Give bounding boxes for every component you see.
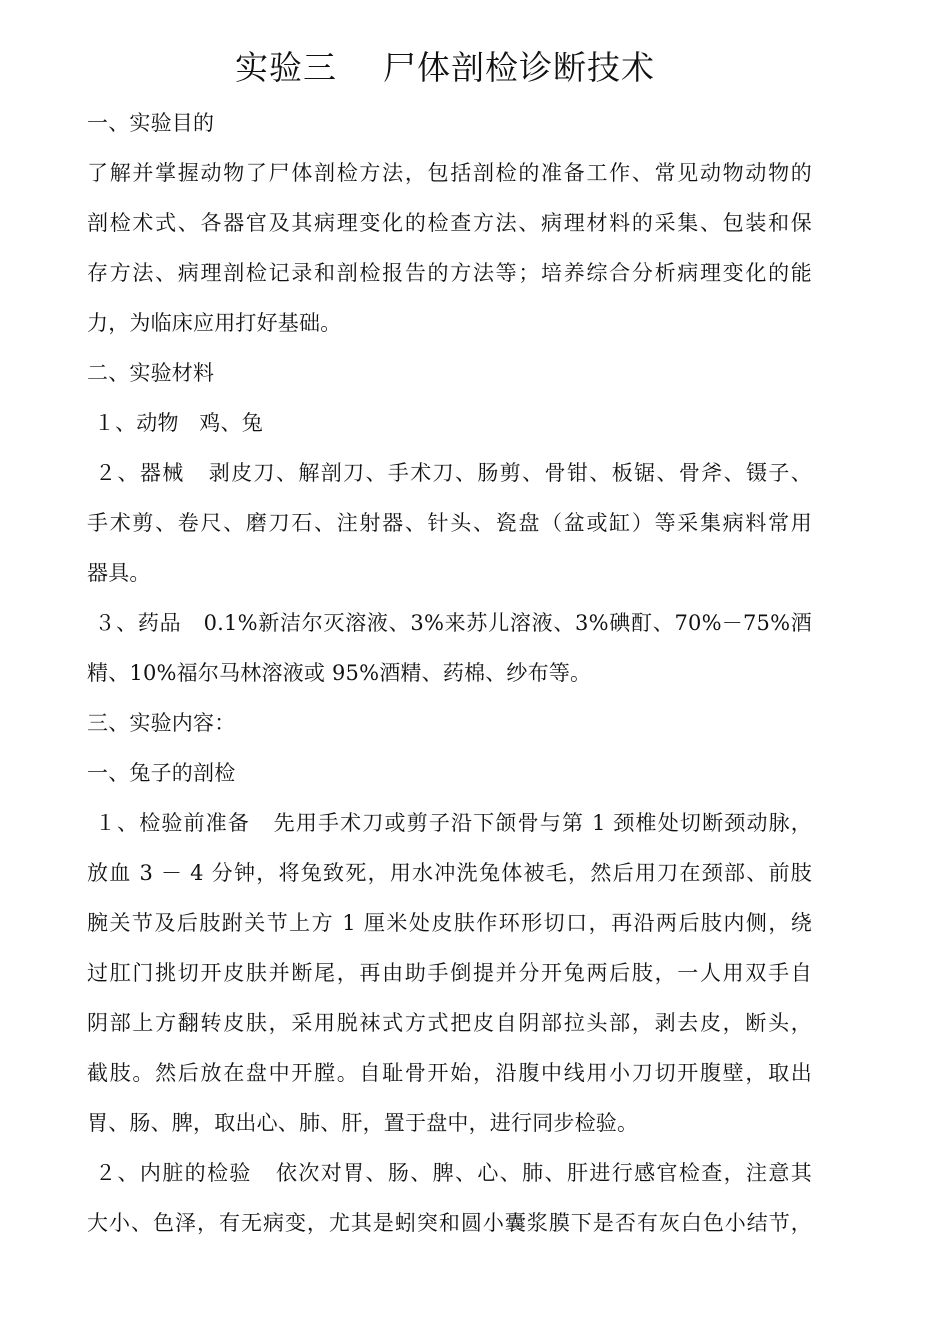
section-heading: 二、实验材料	[87, 361, 215, 385]
list-item: ２、器械 剥皮刀、解剖刀、手术刀、肠剪、骨钳、板锯、骨斧、镊子、	[87, 461, 812, 485]
paragraph-line: 了解并掌握动物了尸体剖检方法，包括剖检的准备工作、常见动物动物的	[87, 161, 812, 185]
paragraph-line: 力，为临床应用打好基础。	[87, 311, 342, 335]
list-item: １、检验前准备 先用手术刀或剪子沿下颌骨与第 1 颈椎处切断颈动脉，	[87, 811, 812, 835]
paragraph-line: 剖检术式、各器官及其病理变化的检查方法、病理材料的采集、包装和保	[87, 211, 812, 235]
paragraph-line: 过肛门挑切开皮肤并断尾，再由助手倒提并分开兔两后肢，一人用双手自	[87, 961, 812, 985]
paragraph-line: 截肢。然后放在盘中开膛。自耻骨开始，沿腹中线用小刀切开腹壁，取出	[87, 1061, 812, 1085]
paragraph-line: 存方法、病理剖检记录和剖检报告的方法等；培养综合分析病理变化的能	[87, 261, 812, 285]
paragraph-line: 器具。	[87, 561, 151, 585]
section-heading: 一、实验目的	[87, 111, 215, 135]
paragraph-line: 阴部上方翻转皮肤，采用脱袜式方式把皮自阴部拉头部，剥去皮，断头，	[87, 1011, 812, 1035]
list-item: ３、药品 0.1%新洁尔灭溶液、3%来苏儿溶液、3%碘酊、70%－75%酒	[87, 611, 812, 635]
list-item: ２、内脏的检验 依次对胃、肠、脾、心、肺、肝进行感官检查，注意其	[87, 1161, 812, 1185]
paragraph-line: 精、10%福尔马林溶液或 95%酒精、药棉、纱布等。	[87, 661, 592, 685]
subsection-heading: 一、兔子的剖检	[87, 761, 236, 785]
paragraph-line: 放血 3 － 4 分钟，将兔致死，用水冲洗兔体被毛，然后用刀在颈部、前肢	[87, 861, 812, 885]
paragraph-line: 大小、色泽，有无病变，尤其是蚓突和圆小囊浆膜下是否有灰白色小结节，	[87, 1211, 812, 1235]
section-heading: 三、实验内容：	[87, 711, 236, 735]
list-item: １、动物 鸡、兔	[87, 411, 263, 435]
paragraph-line: 腕关节及后肢跗关节上方 1 厘米处皮肤作环形切口，再沿两后肢内侧，绕	[87, 911, 812, 935]
document-body	[87, 98, 812, 1248]
document-title: 实验三 尸体剖检诊断技术	[235, 48, 655, 87]
paragraph-line: 胃、肠、脾，取出心、肺、肝，置于盘中，进行同步检验。	[87, 1111, 639, 1135]
paragraph-line: 手术剪、卷尺、磨刀石、注射器、针头、瓷盘（盆或缸）等采集病料常用	[87, 511, 812, 535]
